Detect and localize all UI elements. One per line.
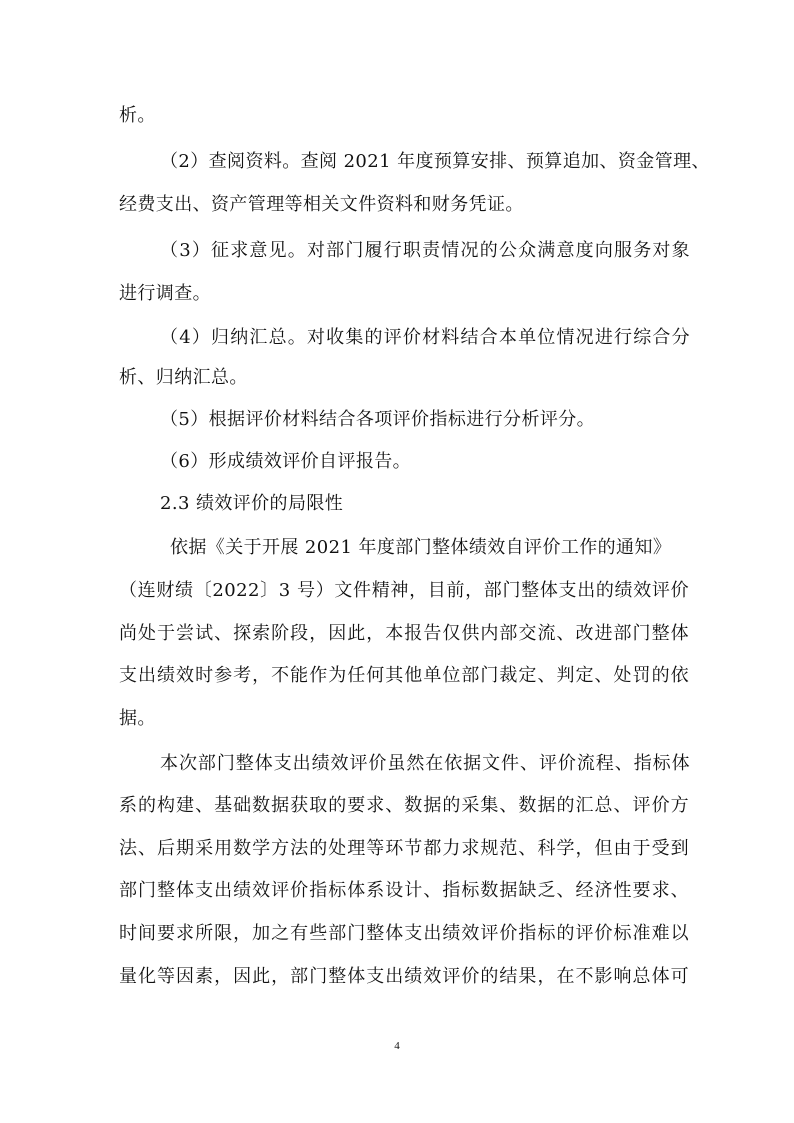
text-line: 部门整体支出绩效评价指标体系设计、指标数据缺乏、经济性要求、 bbox=[119, 880, 689, 901]
text-line: （3）征求意见。对部门履行职责情况的公众满意度向服务对象 bbox=[160, 240, 690, 261]
text-line: 本次部门整体支出绩效评价虽然在依据文件、评价流程、指标体 bbox=[160, 753, 690, 774]
text-line: 系的构建、基础数据获取的要求、数据的采集、数据的汇总、评价方 bbox=[119, 795, 689, 816]
page-number: 4 bbox=[394, 1040, 400, 1052]
text-line: 依据《关于开展 2021 年度部门整体绩效自评价工作的通知》 bbox=[170, 537, 672, 558]
text-line: 经费支出、资产管理等相关文件资料和财务凭证。 bbox=[119, 194, 524, 215]
text-line: （4）归纳汇总。对收集的评价材料结合本单位情况进行综合分 bbox=[160, 327, 690, 348]
text-line: 法、后期采用数学方法的处理等环节都力求规范、科学，但由于受到 bbox=[119, 838, 689, 859]
text-line: 析、归纳汇总。 bbox=[119, 367, 248, 388]
text-line: （连财绩〔2022〕3 号）文件精神，目前，部门整体支出的绩效评价 bbox=[119, 580, 689, 601]
text-line: （6）形成绩效评价自评报告。 bbox=[160, 451, 412, 472]
text-line: 支出绩效时参考，不能作为任何其他单位部门裁定、判定、处罚的依 bbox=[119, 665, 689, 686]
text-line: 量化等因素，因此，部门整体支出绩效评价的结果，在不影响总体可 bbox=[119, 966, 689, 987]
text-line: 进行调查。 bbox=[119, 283, 211, 304]
text-line: 析。 bbox=[119, 105, 156, 126]
text-line: 据。 bbox=[119, 708, 156, 729]
text-line: （2）查阅资料。查阅 2021 年度预算安排、预算追加、资金管理、 bbox=[160, 151, 710, 172]
text-line: （5）根据评价材料结合各项评价指标进行分析评分。 bbox=[160, 409, 596, 430]
section-heading: 2.3 绩效评价的局限性 bbox=[160, 493, 344, 514]
text-line: 尚处于尝试、探索阶段，因此，本报告仅供内部交流、改进部门整体 bbox=[119, 623, 689, 644]
text-line: 时间要求所限，加之有些部门整体支出绩效评价指标的评价标准难以 bbox=[119, 923, 689, 944]
